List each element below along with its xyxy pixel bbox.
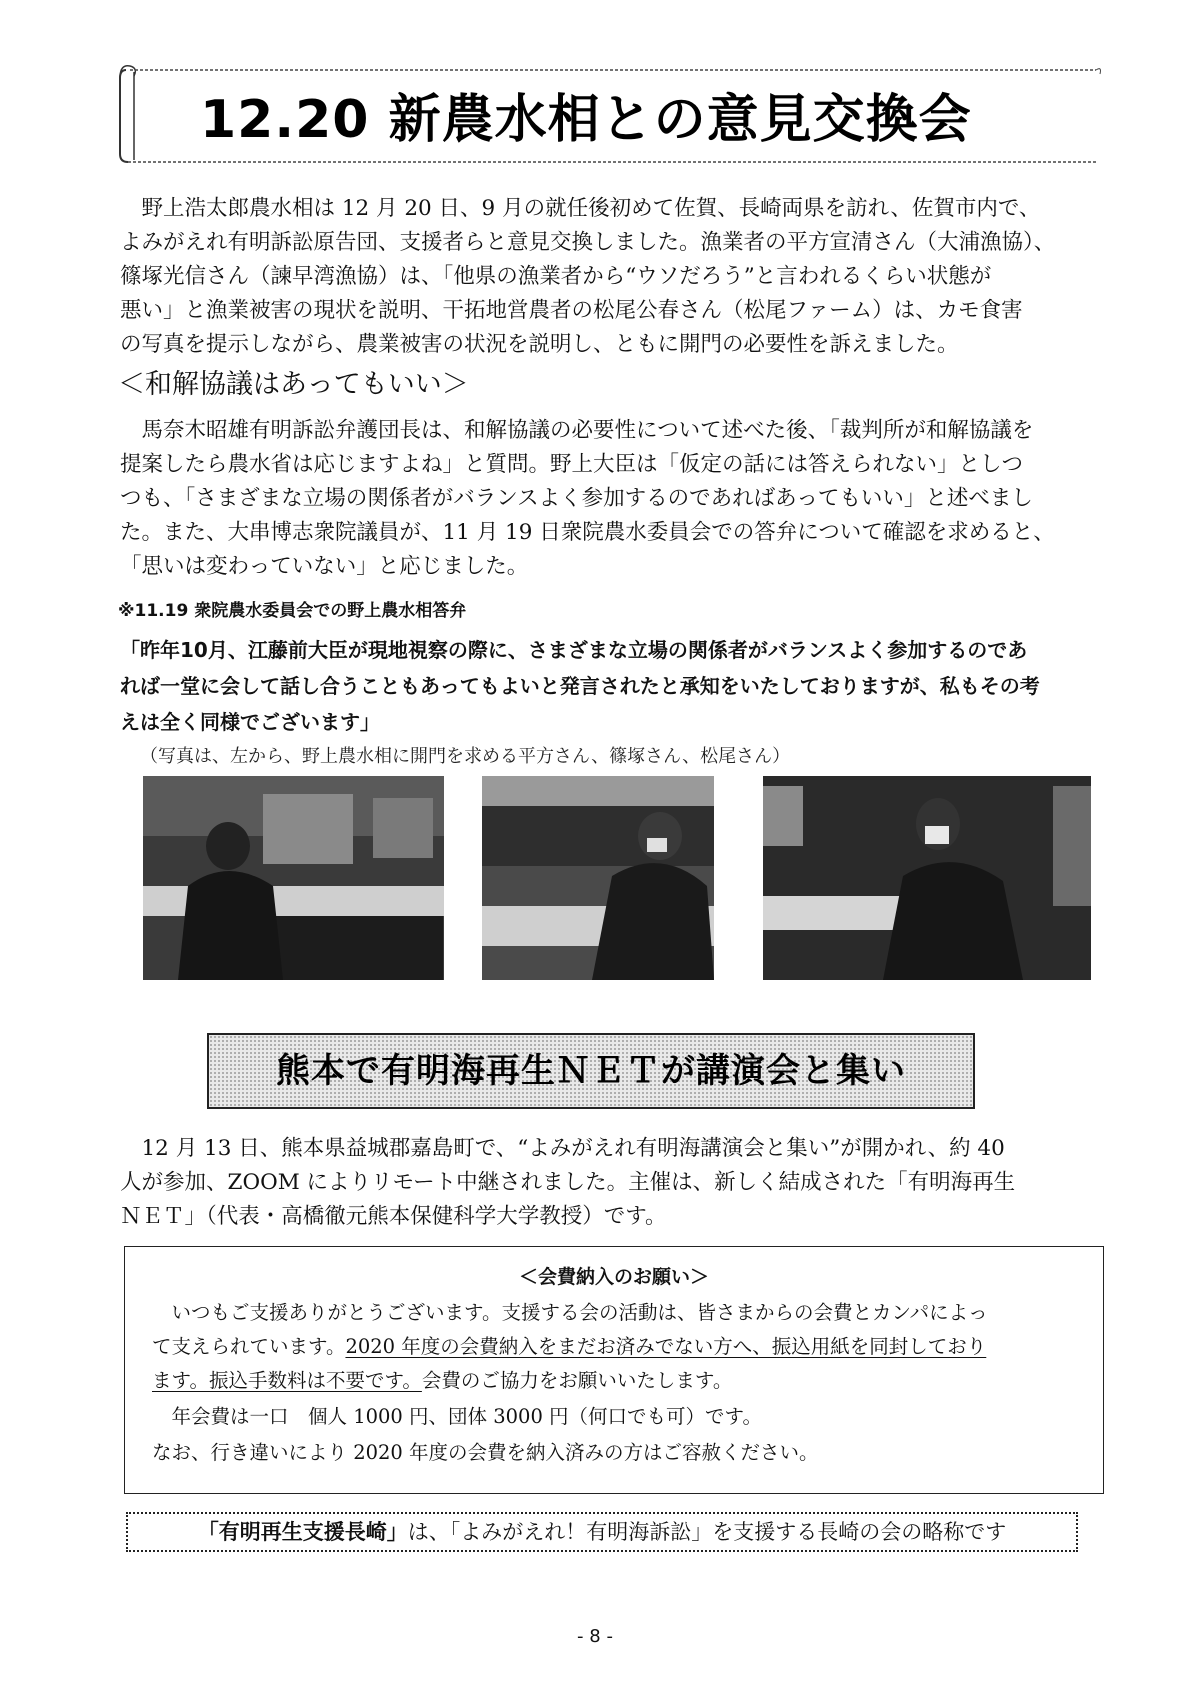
footer-text: 「有明再生支援長崎」は、「よみがえれ！有明海訴訟」を支援する長崎の会の略称です: [197, 1520, 1007, 1544]
article-line: つも、「さまざまな立場の関係者がバランスよく参加するのであればあってもいい」と述べまし: [120, 486, 1033, 511]
article-title: 12.20 新農水相との意見交換会: [200, 90, 972, 150]
fee-notice-line: なお、行き違いにより 2020 年度の会費を納入済みの方はご容赦ください。: [152, 1441, 819, 1464]
fee-notice-title: ＜会費納入のお願い＞: [518, 1266, 709, 1288]
article-line: の写真を提示しながら、農業被害の状況を説明し、ともに開門の必要性を訴えました。: [120, 332, 959, 357]
article-line: た。また、大串博志衆院議員が、11 月 19 日衆院農水委員会での答弁について確認を求めると、: [120, 520, 1055, 545]
quote-line: れば一堂に会して話し合うこともあってもよいと発言されたと承知をいたしておりますが、私もその考: [120, 674, 1040, 698]
fee-notice-line: ます。振込手数料は不要です。会費のご協力をお願いいたします。: [152, 1369, 733, 1392]
photo-shinozuka: [482, 776, 714, 980]
section-subheading: ＜和解協議はあってもいい＞: [118, 369, 469, 400]
page-number: - 8 -: [577, 1626, 613, 1647]
article-line: 野上浩太郎農水相は 12 月 20 日、9 月の就任後初めて佐賀、長崎両県を訪れ、佐賀市内で、: [120, 196, 1041, 221]
article-line: 「思いは変わっていない」と応じました。: [120, 554, 529, 579]
quote-line: えは全く同様でございます」: [120, 710, 380, 734]
fee-notice-line: 年会費は一口 個人 1000 円、団体 3000 円（何口でも可）です。: [152, 1405, 762, 1428]
article-line: 人が参加、ZOOM によりリモート中継されました。主催は、新しく結成された「有明海再生: [120, 1170, 1016, 1195]
article-line: 篠塚光信さん（諫早湾漁協）は、「他県の漁業者から“ウソだろう”と言われるくらい状態が: [120, 264, 992, 289]
article-line: ＮＥＴ」（代表・高橋徹元熊本保健科学大学教授）です。: [120, 1204, 667, 1229]
note-title: ※11.19 衆院農水委員会での野上農水相答弁: [118, 601, 467, 621]
quote-line: 「昨年10月、江藤前大臣が現地視察の際に、さまざまな立場の関係者がバランスよく参加するのであ: [120, 638, 1028, 662]
fee-notice-line: いつもご支援ありがとうございます。支援する会の活動は、皆さまからの会費とカンパによっ: [152, 1301, 988, 1324]
fee-notice-line: て支えられています。2020 年度の会費納入をまだお済みでない方へ、振込用紙を同封しており: [152, 1335, 987, 1358]
photo-matsuo: [763, 776, 1091, 980]
photo-hirakata: [143, 776, 444, 980]
article-line: 12 月 13 日、熊本県益城郡嘉島町で、“よみがえれ有明海講演会と集い”が開かれ、約 40: [120, 1136, 1005, 1161]
article2-title: 熊本で有明海再生ＮＥＴが講演会と集い: [276, 1051, 906, 1091]
article-line: よみがえれ有明訴訟原告団、支援者らと意見交換しました。漁業者の平方宣清さん（大浦漁協）、: [120, 230, 1056, 255]
photo-caption: （写真は、左から、野上農水相に開門を求める平方さん、篠塚さん、松尾さん）: [140, 746, 791, 767]
article-line: 馬奈木昭雄有明訴訟弁護団長は、和解協議の必要性について述べた後、「裁判所が和解協議を: [120, 418, 1034, 443]
article-line: 悪い」と漁業被害の現状を説明、干拓地営農者の松尾公春さん（松尾ファーム）は、カモ食害: [120, 298, 1023, 323]
article-line: 提案したら農水省は応じますよね」と質問。野上大臣は「仮定の話には答えられない」としつ: [120, 452, 1024, 477]
